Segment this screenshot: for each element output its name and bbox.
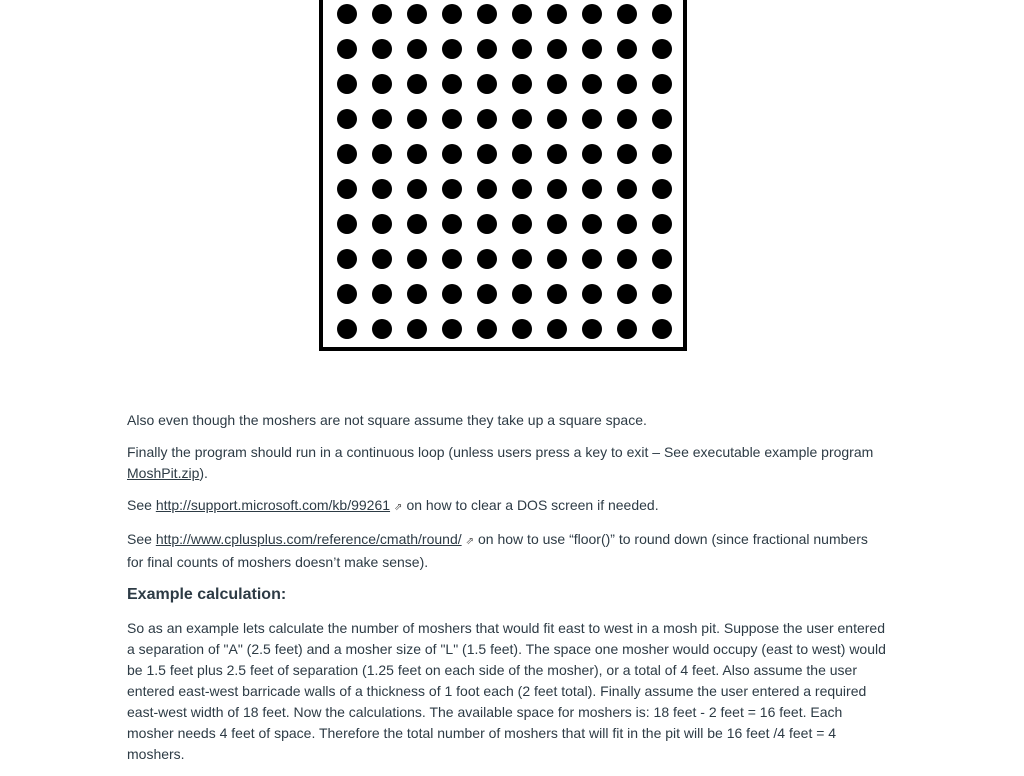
mosher-dot [407,109,427,129]
cplusplus-round-link[interactable]: http://www.cplusplus.com/reference/cmath/round/ [155,531,462,547]
mosher-dot [652,74,672,94]
mosher-dot [477,319,497,339]
mosher-dot [617,39,637,59]
mosher-dot [582,284,602,304]
mosher-dot [372,4,392,24]
mosher-dot [547,249,567,269]
mosher-dot [407,74,427,94]
mosher-dot [442,4,462,24]
mosher-dot [442,109,462,129]
mosher-dot [442,179,462,199]
mosher-dot [512,74,532,94]
mosher-dot [652,144,672,164]
mosher-dot [477,39,497,59]
mosher-dot [547,179,567,199]
mosher-dot [372,39,392,59]
mosher-dot [442,284,462,304]
mosher-dot [652,39,672,59]
mosher-dot [652,284,672,304]
assignment-text [127,410,887,776]
mosher-dot [407,144,427,164]
mosher-dot [582,74,602,94]
mosher-dot [582,249,602,269]
mosher-dot [407,249,427,269]
mosher-dot [372,214,392,234]
mosher-dot [442,39,462,59]
mosher-dot [477,4,497,24]
mosher-dot [337,39,357,59]
mosher-dot [337,4,357,24]
mosher-dot [407,214,427,234]
mosher-dot [547,214,567,234]
mosher-dot [617,74,637,94]
mosher-dot [407,319,427,339]
mosher-dot [442,319,462,339]
mosher-dot [547,39,567,59]
mosher-dot [512,144,532,164]
mosher-dot [337,284,357,304]
mosher-dot [477,214,497,234]
mosher-dot [617,249,637,269]
mosher-dot [442,214,462,234]
mosher-dot [582,4,602,24]
mosher-dot [407,284,427,304]
mosher-dot [337,74,357,94]
mosher-dot [547,284,567,304]
mosher-dot [617,4,637,24]
mosher-dot [372,109,392,129]
mosher-dot [547,74,567,94]
mosher-dot [512,109,532,129]
mosher-dot [547,319,567,339]
mosher-dot [652,4,672,24]
mosher-dot [477,249,497,269]
mosher-dot [337,179,357,199]
mosher-dot [512,249,532,269]
mosher-dot [652,249,672,269]
mosher-dot [337,319,357,339]
mosher-dot [582,214,602,234]
mosher-dot [337,144,357,164]
mosher-dot [617,179,637,199]
mosher-dot [407,179,427,199]
mosher-dot [617,109,637,129]
mosher-dot [372,74,392,94]
square-space-paragraph: Also even though the moshers are not square assume they take up a square space. [127,412,647,428]
mosher-dot [372,284,392,304]
mosher-dot [442,74,462,94]
mosher-dot [407,4,427,24]
mosher-dot [582,39,602,59]
mosher-dot [442,249,462,269]
loop-paragraph: Finally the program should run in a continuous loop (unless users press a key to exit – See executable example program MoshPit.zip). [127,444,874,481]
mosher-dot [442,144,462,164]
mosher-dot [337,214,357,234]
mosher-dot [617,284,637,304]
mosh-pit-figure [319,0,687,351]
clear-screen-paragraph: See http://support.microsoft.com/kb/99261 ⇗ on how to clear a DOS screen if needed. [127,495,887,518]
mosher-dot [372,319,392,339]
mosher-dot-grid [337,4,687,354]
mosher-dot [477,144,497,164]
mosher-dot [512,39,532,59]
mosher-dot [512,179,532,199]
mosher-dot [512,319,532,339]
mosher-dot [582,109,602,129]
mosher-dot [512,214,532,234]
mosher-dot [582,179,602,199]
mosher-dot [477,284,497,304]
mosher-dot [582,144,602,164]
mosher-dot [547,109,567,129]
example-heading: Example calculation: [127,586,287,603]
mosher-dot [477,74,497,94]
mosher-dot [477,179,497,199]
mosher-dot [652,214,672,234]
mosher-dot [547,4,567,24]
mosher-dot [652,319,672,339]
mosher-dot [652,179,672,199]
microsoft-kb-link[interactable]: http://support.microsoft.com/kb/99261 [155,497,391,513]
example-paragraph: So as an example lets calculate the number of moshers that would fit east to west in a mosh pit. Suppose the user entered a separation of "A" (2.5 feet) and a mosher size of "L" (1.5 feet). The space one mosher would occupy (east to west) would be 1.5 feet plus 2.5 feet of separation (1.25 feet on each side of the mosher), or a total of 4 feet. Also assume the user entered east-west barricade walls of a thickness of 1 foot each (2 feet total). Finally assume the user entered a required east-west width of 18 feet. Now the calculations. The available space for moshers is: 18 feet - 2 feet = 16 feet. Each mosher needs 4 feet of space. Therefore the total number of moshers that will fit in the pit will be 16 feet /4 feet = 4 moshers. [127,620,886,762]
mosher-dot [547,144,567,164]
floor-paragraph: See http://www.cplusplus.com/reference/cmath/round/ ⇗ on how to use “floor()” to round down (since fractional numbers for final counts of moshers doesn’t make sense). [127,531,868,570]
mosher-dot [512,284,532,304]
mosher-dot [617,144,637,164]
mosher-dot [582,319,602,339]
mosher-dot [652,109,672,129]
mosher-dot [372,144,392,164]
mosher-dot [372,179,392,199]
mosher-dot [372,249,392,269]
mosher-dot [477,109,497,129]
mosher-dot [617,319,637,339]
mosher-dot [337,249,357,269]
mosher-dot [617,214,637,234]
mosher-dot [512,4,532,24]
moshpit-zip-link[interactable]: MoshPit.zip [127,465,200,481]
external-link-icon: ⇗ [465,536,475,547]
mosher-dot [407,39,427,59]
mosher-dot [337,109,357,129]
external-link-icon: ⇗ [394,502,403,513]
